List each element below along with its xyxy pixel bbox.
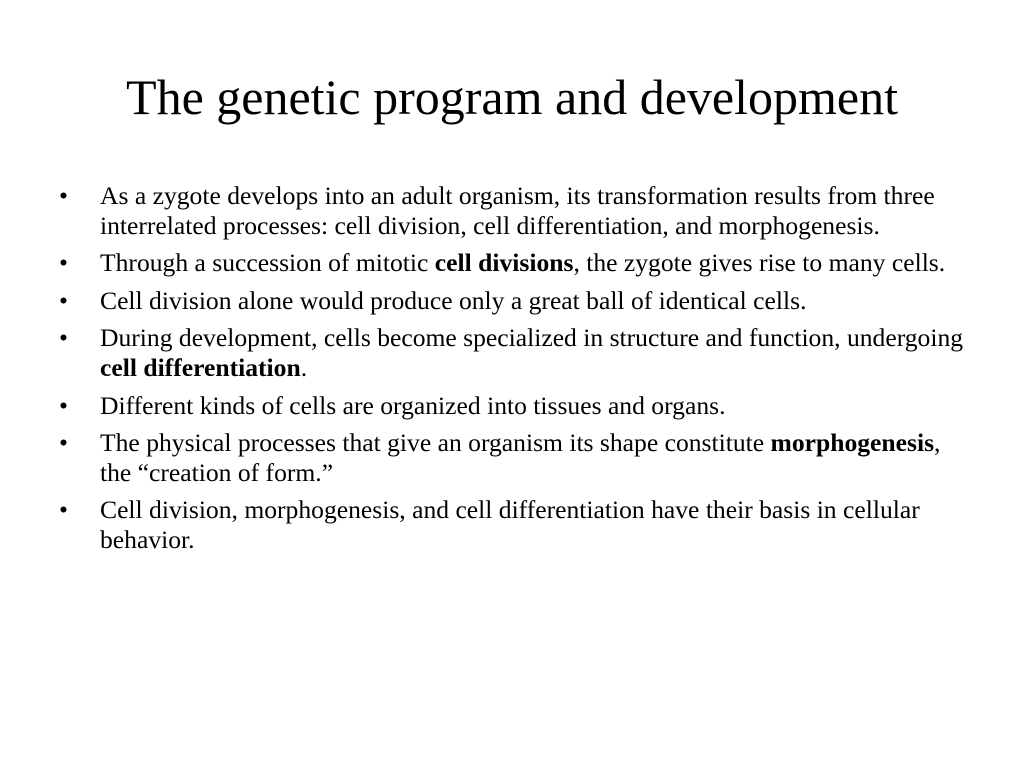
bullet-icon: • bbox=[59, 390, 68, 420]
bullet-item bbox=[56, 495, 976, 554]
bullet-item bbox=[56, 428, 976, 487]
bullet-item bbox=[56, 323, 976, 382]
bullet-item bbox=[56, 248, 976, 278]
bullet-text-segment: During development, cells become specialized in structure and function, undergoing bbox=[100, 323, 964, 353]
bullet-text-segment: Cell division, morphogenesis, and cell differentiation have their basis in cellular behavior. bbox=[100, 495, 920, 554]
bullet-item bbox=[56, 286, 976, 316]
bullet-item bbox=[56, 391, 976, 421]
bullet-text-segment: , the zygote gives rise to many cells. bbox=[573, 248, 946, 278]
bullet-text bbox=[100, 286, 806, 315]
bullet-icon: • bbox=[59, 323, 68, 353]
bullet-text bbox=[100, 428, 940, 487]
bullet-text bbox=[100, 248, 945, 277]
bullet-text-segment: As a zygote develops into an adult organism, its transformation results from three interrelated processes: cell division, cell differentiation, and morphogenesis. bbox=[100, 181, 935, 240]
bullet-text bbox=[100, 495, 920, 554]
bullet-text-segment: Different kinds of cells are organized into tissues and organs. bbox=[100, 390, 726, 420]
bullet-text-segment: Cell division alone would produce only a great ball of identical cells. bbox=[100, 285, 807, 315]
bullet-text-segment: Through a succession of mitotic bbox=[100, 248, 435, 278]
bullet-bold-term: morphogenesis bbox=[770, 428, 935, 458]
bullet-icon: • bbox=[59, 495, 68, 525]
bullet-icon: • bbox=[59, 248, 68, 278]
bullet-icon: • bbox=[59, 428, 68, 458]
bullet-text-segment: , the “creation of form.” bbox=[100, 428, 941, 487]
bullet-text bbox=[100, 181, 935, 240]
bullet-text-segment: The physical processes that give an organism its shape constitute bbox=[100, 428, 771, 458]
bullet-text bbox=[100, 323, 963, 382]
bullet-icon: • bbox=[59, 181, 68, 210]
bullet-icon: • bbox=[59, 285, 68, 315]
bullet-text-segment: . bbox=[300, 352, 308, 382]
bullet-list bbox=[56, 181, 976, 563]
bullet-text bbox=[100, 391, 725, 420]
bullet-bold-term: cell differentiation bbox=[100, 352, 301, 382]
bullet-item bbox=[56, 181, 976, 240]
slide-title: The genetic program and development bbox=[126, 69, 898, 125]
bullet-bold-term: cell divisions bbox=[434, 248, 574, 278]
